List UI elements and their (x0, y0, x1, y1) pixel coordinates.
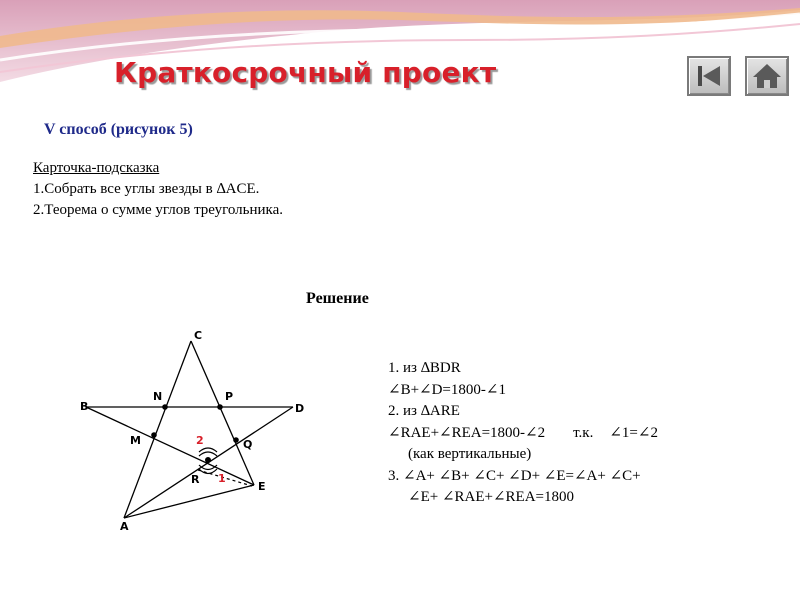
angle-label-1: 1 (218, 472, 226, 485)
back-button[interactable] (687, 56, 731, 96)
back-icon (689, 58, 729, 94)
label-n: N (153, 390, 163, 403)
step1-title: 1. из ∆BDR (388, 360, 461, 376)
home-button[interactable] (745, 56, 789, 96)
solution-heading: Решение (306, 290, 369, 307)
step2-because: т.к. (573, 424, 594, 441)
label-r: R (191, 473, 200, 486)
step2-relation: ∠1=∠2 (609, 424, 658, 441)
hint-card (33, 158, 283, 221)
label-d: D (295, 402, 305, 415)
step2-equation-row (388, 423, 658, 445)
step1-equation: ∠B+∠D=1800-∠1 (388, 381, 506, 398)
angle-label-2: 2 (196, 434, 204, 447)
step3-line2: ∠E+ ∠RAE+∠REA=1800 (408, 489, 574, 505)
hint-item: 1.Собрать все углы звезды в ∆ACE. (33, 181, 260, 197)
hint-item: 2.Теорема о сумме углов треугольника. (33, 202, 284, 218)
page-title: Краткосрочный проект (114, 56, 497, 89)
method-title: V способ (рисунок 5) (44, 121, 193, 138)
label-b: B (80, 400, 89, 413)
step2-note: (как вертикальные) (408, 446, 532, 462)
label-c: C (194, 329, 203, 342)
star-figure (68, 318, 328, 538)
step3-line1: 3. ∠A+ ∠B+ ∠C+ ∠D+ ∠E=∠A+ ∠C+ (388, 467, 641, 484)
home-icon (747, 58, 787, 94)
label-a: A (120, 520, 129, 533)
label-q: Q (243, 438, 253, 451)
solution-steps (388, 358, 658, 509)
label-p: P (225, 390, 234, 403)
hint-card-heading: Карточка-подсказка (33, 160, 160, 176)
label-m: M (130, 434, 141, 447)
step2-title: 2. из ∆ARE (388, 403, 460, 419)
label-e: E (258, 480, 266, 493)
step2-equation: ∠RAE+∠REA=1800-∠2 (388, 424, 546, 441)
